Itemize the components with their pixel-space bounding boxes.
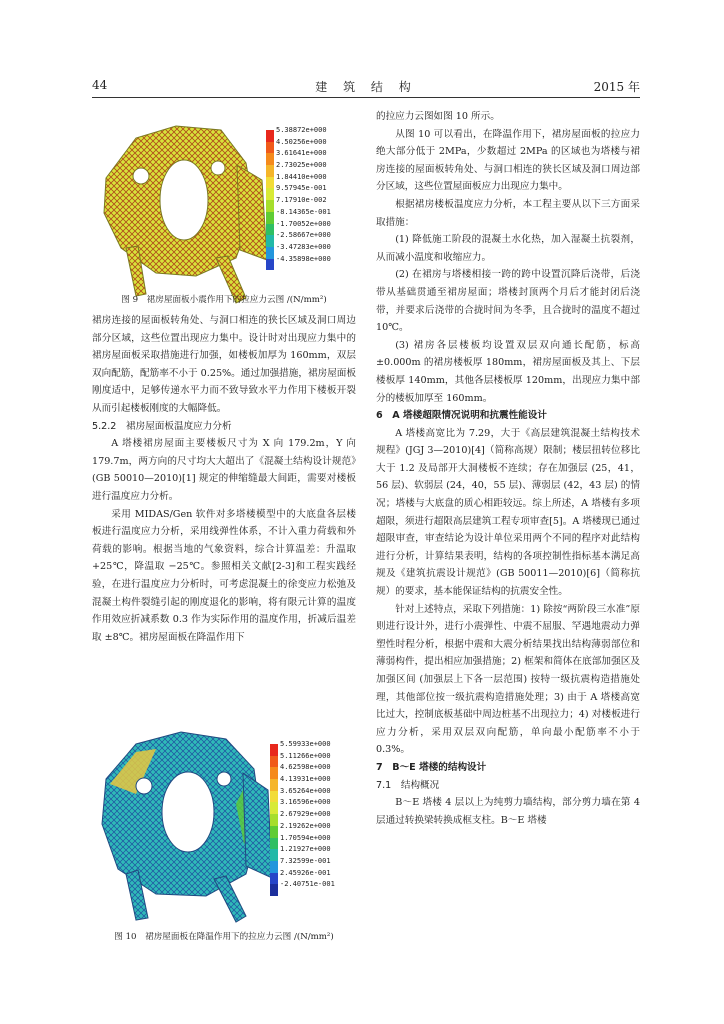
legend-value: -8.14365e-001 xyxy=(276,207,331,216)
legend-value: 4.50256e+000 xyxy=(276,137,327,146)
legend-value: 1.21927e+000 xyxy=(280,845,331,854)
legend-swatch xyxy=(266,153,274,165)
paragraph: B～E 塔楼 4 层以上为纯剪力墙结构，部分剪力墙在第 4 层通过转换梁转换成框支柱。B～E 塔楼 xyxy=(376,797,640,826)
legend-swatch xyxy=(270,873,278,885)
paragraph: 裙房连接的屋面板转角处、与洞口相连的狭长区域及洞口周边部分区域，这些位置出现应力集中。设计时对出现应力集中的裙房屋面板采取措施进行加强，如楼板加厚为 160mm，双层双向配筋，配筋率不小于 0.25%。通过加强措施，裙房屋面板刚度适中，足够传递水平力而不致导致水平力作用下楼板开裂从而引起楼板刚度的大幅降低。 xyxy=(92,315,356,414)
section-heading-5-2-2: 5.2.2 裙房屋面板温度应力分析 xyxy=(92,420,232,432)
legend-value: 1.70594e+000 xyxy=(280,833,331,842)
right-column xyxy=(376,108,640,829)
legend-value: 5.11266e+000 xyxy=(280,751,331,760)
paragraph: (1) 降低施工阶段的混凝土水化热，加入湿凝土抗裂剂，从而减小温度和收缩应力。 xyxy=(376,234,640,263)
legend-value: 7.17910e-002 xyxy=(276,196,327,205)
section-heading-7-1: 7.1 结构概况 xyxy=(376,779,440,791)
legend-swatch xyxy=(266,188,274,200)
legend-swatch xyxy=(270,884,278,896)
legend-value: 2.73025e+000 xyxy=(276,161,327,170)
running-header xyxy=(92,78,640,94)
paragraph: 采用 MIDAS/Gen 软件对多塔楼模型中的大底盘各层楼板进行温度应力分析，采用线弹性体系，不计入重力荷载和外荷载的影响。根据当地的气象资料，综合计算温差：升温取 +25℃，降温取 −25℃。参照相关文献[2-3]和工程实践经验，在进行温度应力分析时，可考虑混凝土的徐变应力松弛及混凝土构件裂缝引起的刚度退化的影响，将有限元计算的温度作用效应折减系数 0.3 作为实际作用的温度作用，折减后温差取 ±8℃。裙房屋面板在降温作用下 xyxy=(92,508,356,643)
page-number: 44 xyxy=(92,78,108,92)
legend-value: -2.58667e+000 xyxy=(276,231,331,240)
paragraph: A 塔楼高宽比为 7.29，大于《高层建筑混凝土结构技术规程》(JGJ 3—2010)[4]（简称高规）限制；楼层扭转位移比大于 1.2 及局部开大洞楼板不连续；存在加强层 (25，41，56 层)、软弱层 (24，40，55 层)、薄弱层 (42，43 层) 的情况；塔楼与大底盘的质心相距较远。综上所述，A 塔楼有多项超限，须进行超限高层建筑工程专项审查[5]。A 塔楼现已通过超限审查，审查结论为设计单位采用两个不同的程序对此结构进行分析，计算结果表明，结构的各项控制性指标基本满足高规及《建筑抗震设计规范》(GB 50011—2010)[6]（简称抗规）的要求，基本能保证结构的抗震安全性。 xyxy=(376,427,640,598)
legend-value: 2.45926e-001 xyxy=(280,868,331,877)
legend-swatch xyxy=(270,826,278,838)
journal-title: 建 筑 结 构 xyxy=(315,80,417,94)
legend-swatch xyxy=(266,259,274,271)
legend-value: -2.40751e-001 xyxy=(280,880,335,889)
legend-value: -3.47283e+000 xyxy=(276,242,331,251)
legend-swatch xyxy=(266,212,274,224)
legend-swatch xyxy=(270,767,278,779)
section-heading-7: 7 B～E 塔楼的结构设计 xyxy=(376,761,487,773)
legend-value: 2.19262e+000 xyxy=(280,821,331,830)
paragraph: 针对上述特点，采取下列措施：1) 除按“两阶段三水准”原则进行设计外，进行小震弹性、中震不屈服、罕遇地震动力弹塑性时程分析，根据中震和大震分析结果找出结构薄弱部位和薄弱构件，提出相应加强措施；2) 框架和简体在底部加强区及加强区间 (加强层上下各一层范围) 按特一级抗震构造措施处理，其他部位按一级抗震构造措施处理；3) 由于 A 塔楼高宽比过大，控制底板基础中周边桩基不出现拉力；4) 对楼板进行应力分析，采用双层双向配筋，单向最小配筋率不小于 0.3%。 xyxy=(376,603,640,756)
figure-10-caption: 图 10 裙房屋面板在降温作用下的拉应力云图 /(N/mm²) xyxy=(114,932,334,942)
legend-swatch xyxy=(266,142,274,154)
legend-swatch xyxy=(270,779,278,791)
legend-swatch xyxy=(270,838,278,850)
legend-swatch xyxy=(266,165,274,177)
legend-swatch xyxy=(270,861,278,873)
legend-swatch xyxy=(266,247,274,259)
legend-value: 9.57945e-001 xyxy=(276,184,327,193)
legend-swatch xyxy=(266,130,274,142)
legend-value: 1.84410e+000 xyxy=(276,172,327,181)
legend-value: 4.62598e+000 xyxy=(280,763,331,772)
paragraph: (3) 裙房各层楼板均设置双层双向通长配筋，标高 ±0.000m 的裙房楼板厚 180mm，裙房屋面板及其上、下层楼板厚 140mm，其他各层楼板厚 120mm，出现应力集中部分的楼板加厚至 160mm。 xyxy=(376,339,640,404)
legend-value: 5.59933e+000 xyxy=(280,740,331,748)
legend-value: 4.13931e+000 xyxy=(280,775,331,784)
legend-swatch xyxy=(270,756,278,768)
legend-value: 3.61641e+000 xyxy=(276,149,327,158)
legend-swatch xyxy=(266,177,274,189)
paragraph: 的拉应力云图如图 10 所示。 xyxy=(376,111,500,122)
header-rule xyxy=(92,97,640,98)
legend-swatch xyxy=(266,224,274,236)
legend-value: 3.16596e+000 xyxy=(280,798,331,807)
legend-swatch xyxy=(270,814,278,826)
legend-swatch xyxy=(270,791,278,803)
legend-swatch xyxy=(270,802,278,814)
paragraph: 根据裙房楼板温度应力分析，本工程主要从以下三方面采取措施： xyxy=(376,198,640,228)
legend-value: 2.67929e+000 xyxy=(280,810,331,819)
paragraph: 从图 10 可以看出，在降温作用下，裙房屋面板的拉应力绝大部分低于 2MPa，少数超过 2MPa 的区域也为塔楼与裙房连接的屋面板转角处、与洞口相连的狭长区域及洞口周边部分区域，这些位置屋面板应力出现应力集中。 xyxy=(376,128,640,193)
year: 2015 年 xyxy=(593,80,640,94)
left-column xyxy=(92,312,356,646)
legend-swatch xyxy=(266,200,274,212)
legend-swatch xyxy=(266,235,274,247)
legend-swatch xyxy=(270,849,278,861)
legend-value: 7.32599e-001 xyxy=(280,856,331,865)
figure-9-caption: 图 9 裙房屋面板小震作用下的拉应力云图 /(N/mm²) xyxy=(121,295,327,305)
legend-value: 3.65264e+000 xyxy=(280,786,331,795)
legend-value: -4.35898e+000 xyxy=(276,254,331,263)
legend-value: -1.70052e+000 xyxy=(276,219,331,228)
legend-value: 5.38872e+000 xyxy=(276,126,327,134)
paragraph: A 塔楼裙房屋面主要楼板尺寸为 X 向 179.2m，Y 向 179.7m，两方向的尺寸均大大超出了《混凝土结构设计规范》(GB 50010—2010)[1] 规定的伸缩缝最大间距，需要对楼板进行温度应力分析。 xyxy=(92,438,356,502)
legend-swatch xyxy=(270,744,278,756)
paragraph: (2) 在裙房与塔楼相接一跨的跨中设置沉降后浇带，后浇带从基础贯通至裙房屋面；塔楼封顶两个月后才能封闭后浇带，并要求后浇带的合拢时间为冬季，且合拢时的温度不超过 10℃。 xyxy=(376,269,640,334)
section-heading-6: 6 A 塔楼超限情况说明和抗震性能设计 xyxy=(376,410,547,422)
